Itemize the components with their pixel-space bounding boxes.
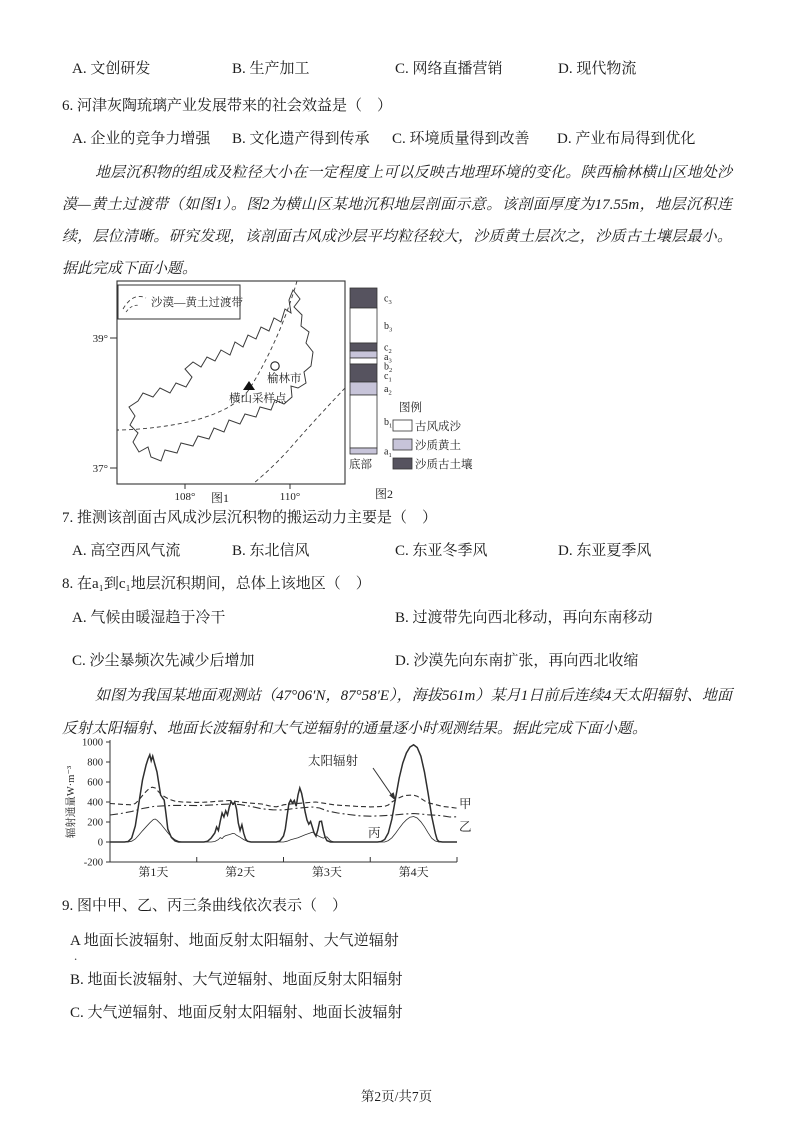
x-tick-label: 第2天 bbox=[225, 865, 256, 879]
legend-label-loess: 沙质黄土 bbox=[415, 440, 461, 452]
strat-layer-a3 bbox=[350, 351, 377, 358]
y-tick-label: 400 bbox=[87, 797, 103, 809]
strat-layer-label-b2: $b_2$ bbox=[384, 361, 393, 374]
q7-stem: 7. 推测该剖面古风成沙层沉积物的搬运动力主要是（ ） bbox=[62, 510, 438, 526]
q9-option-b: B. 地面长波辐射、大气逆辐射、地面反射太阳辐射 bbox=[70, 972, 403, 988]
strat-layer-b3 bbox=[350, 308, 377, 343]
lon-label-108: 108° bbox=[174, 491, 196, 503]
q8-option-c: C. 沙尘暴频次先减少后增加 bbox=[72, 653, 255, 669]
solar-annotation-label: 太阳辐射 bbox=[308, 754, 359, 768]
strat-layer-label-a2: $a_2$ bbox=[384, 384, 392, 397]
strat-layer-label-c3: $c_3$ bbox=[384, 293, 392, 306]
city-marker bbox=[271, 362, 279, 370]
radiation-chart bbox=[60, 735, 480, 890]
strat-layers bbox=[350, 288, 392, 459]
q6-option-a: A. 企业的竞争力增强 bbox=[72, 131, 211, 147]
figure2-column bbox=[345, 283, 515, 503]
strat-layer-label-c1: $c_1$ bbox=[384, 371, 392, 384]
strat-layer-a1 bbox=[350, 448, 377, 454]
strat-layer-a2 bbox=[350, 382, 377, 395]
series-丙 bbox=[110, 817, 457, 843]
q5-option-b: B. 生产加工 bbox=[232, 61, 310, 77]
strat-layer-c2 bbox=[350, 343, 377, 351]
q7-option-b: B. 东北信风 bbox=[232, 543, 310, 559]
series-太阳辐射 bbox=[110, 745, 457, 842]
x-tick-label: 第4天 bbox=[398, 865, 429, 879]
q8-option-b: B. 过渡带先向西北移动，再向东南移动 bbox=[395, 610, 653, 626]
q9-stem: 9. 图中甲、乙、丙三条曲线依次表示（ ） bbox=[62, 898, 348, 914]
column-legend-title: 图例 bbox=[399, 402, 422, 414]
y-tick-label: 1000 bbox=[82, 737, 103, 749]
lon-label-110: 110° bbox=[279, 491, 301, 503]
y-tick-label: -200 bbox=[83, 857, 103, 869]
figure1-caption: 图1 bbox=[210, 491, 230, 505]
curve-label-jia: 甲 bbox=[459, 797, 472, 811]
legend-swatch-sand bbox=[393, 420, 412, 431]
lat-label-37: 37° bbox=[92, 463, 108, 475]
q8-options-row-1 bbox=[72, 610, 718, 627]
y-tick-label: 600 bbox=[87, 777, 103, 789]
strat-layer-label-a3: $a_3$ bbox=[384, 352, 392, 365]
curve-label-bing: 丙 bbox=[368, 826, 381, 840]
y-axis-title: 辐射通量W·m⁻³ bbox=[66, 765, 77, 839]
y-tick-label: 800 bbox=[87, 757, 103, 769]
q6-options-row bbox=[72, 131, 695, 148]
belt-legend-label: 沙漠—黄土过渡带 bbox=[151, 297, 243, 309]
strat-layer-label-a1: $a_1$ bbox=[384, 446, 392, 459]
q5-option-a: A. 文创研发 bbox=[72, 61, 151, 77]
column-bottom-label: 底部 bbox=[349, 459, 372, 471]
q6-option-b: B. 文化遗产得到传承 bbox=[232, 131, 370, 147]
q6-option-c: C. 环境质量得到改善 bbox=[392, 131, 530, 147]
sample-site-label: 横山采样点 bbox=[229, 393, 287, 405]
strat-layer-label-b3: $b_3$ bbox=[384, 321, 393, 334]
y-tick-label: 0 bbox=[97, 837, 103, 849]
series-乙 bbox=[110, 804, 457, 817]
page-footer: 第2页/共7页 bbox=[360, 1089, 433, 1104]
q8-options-row-2 bbox=[72, 653, 718, 670]
city-label: 榆林市 bbox=[267, 373, 302, 385]
passage-2: 如图为我国某地面观测站（47°06′N，87°58′E），海拔561m）某月1日前后连续4天太阳辐射、地面反射太阳辐射、地面长波辐射和大气逆辐射的通量逐小时观测结果。据此完成下面小题。 bbox=[62, 688, 732, 737]
q5-option-d: D. 现代物流 bbox=[558, 61, 637, 77]
passage-1: 地层沉积物的组成及粒径大小在一定程度上可以反映古地理环境的变化。陕西榆林横山区地处沙漠—黄土过渡带（如图1）。图2为横山区某地沉积地层剖面示意。该剖面厚度为17.55m，地层沉积连续，层位清晰。研究发现，该剖面古风成沙层平均粒径较大，沙质黄土层次之，沙质古土壤层最小。据此完成下面小题。 bbox=[62, 165, 732, 277]
x-tick-label: 第1天 bbox=[138, 865, 169, 879]
strat-layer-c1 bbox=[350, 364, 377, 382]
x-tick-label: 第3天 bbox=[311, 865, 342, 879]
curve-label-yi: 乙 bbox=[459, 820, 472, 834]
legend-swatch-paleosol bbox=[393, 458, 412, 469]
strat-layer-label-b1: $b_1$ bbox=[384, 417, 393, 430]
legend-label-sand: 古风成沙 bbox=[415, 421, 461, 433]
y-tick-label: 200 bbox=[87, 817, 103, 829]
q6-stem: 6. 河津灰陶琉璃产业发展带来的社会效益是（ ） bbox=[62, 98, 393, 114]
q7-option-d: D. 东亚夏季风 bbox=[558, 543, 652, 559]
strat-layer-label-c2: $c_2$ bbox=[384, 342, 392, 355]
strat-layer-c3 bbox=[350, 288, 377, 308]
stray-dot: . bbox=[74, 948, 78, 963]
strat-layer-b1 bbox=[350, 395, 377, 448]
q8-stem: 8. 在a₁到c₁地层沉积期间，总体上该地区（ ） bbox=[62, 576, 371, 592]
q7-options-row bbox=[72, 543, 651, 560]
q8-option-d: D. 沙漠先向东南扩张，再向西北收缩 bbox=[395, 653, 639, 669]
legend-label-paleosol: 沙质古土壤 bbox=[415, 459, 473, 471]
q9-option-c: C. 大气逆辐射、地面反射太阳辐射、地面长波辐射 bbox=[70, 1005, 403, 1021]
q8-option-a: A. 气候由暖湿趋于冷干 bbox=[72, 610, 226, 626]
q6-option-d: D. 产业布局得到优化 bbox=[557, 131, 696, 147]
legend-swatch-loess bbox=[393, 439, 412, 450]
figure2-caption: 图2 bbox=[375, 487, 394, 501]
q5-options-row bbox=[72, 61, 636, 78]
q7-option-c: C. 东亚冬季风 bbox=[395, 543, 488, 559]
annotation-arrow-line bbox=[373, 768, 393, 797]
q5-option-c: C. 网络直播营销 bbox=[395, 61, 503, 77]
figure1-map bbox=[88, 278, 358, 504]
q9-option-a: A 地面长波辐射、地面反射太阳辐射、大气逆辐射 bbox=[70, 933, 399, 949]
sample-site-marker bbox=[243, 381, 255, 390]
lat-label-39: 39° bbox=[92, 333, 108, 345]
strat-layer-b2 bbox=[350, 358, 377, 364]
q7-option-a: A. 高空西风气流 bbox=[72, 543, 181, 559]
